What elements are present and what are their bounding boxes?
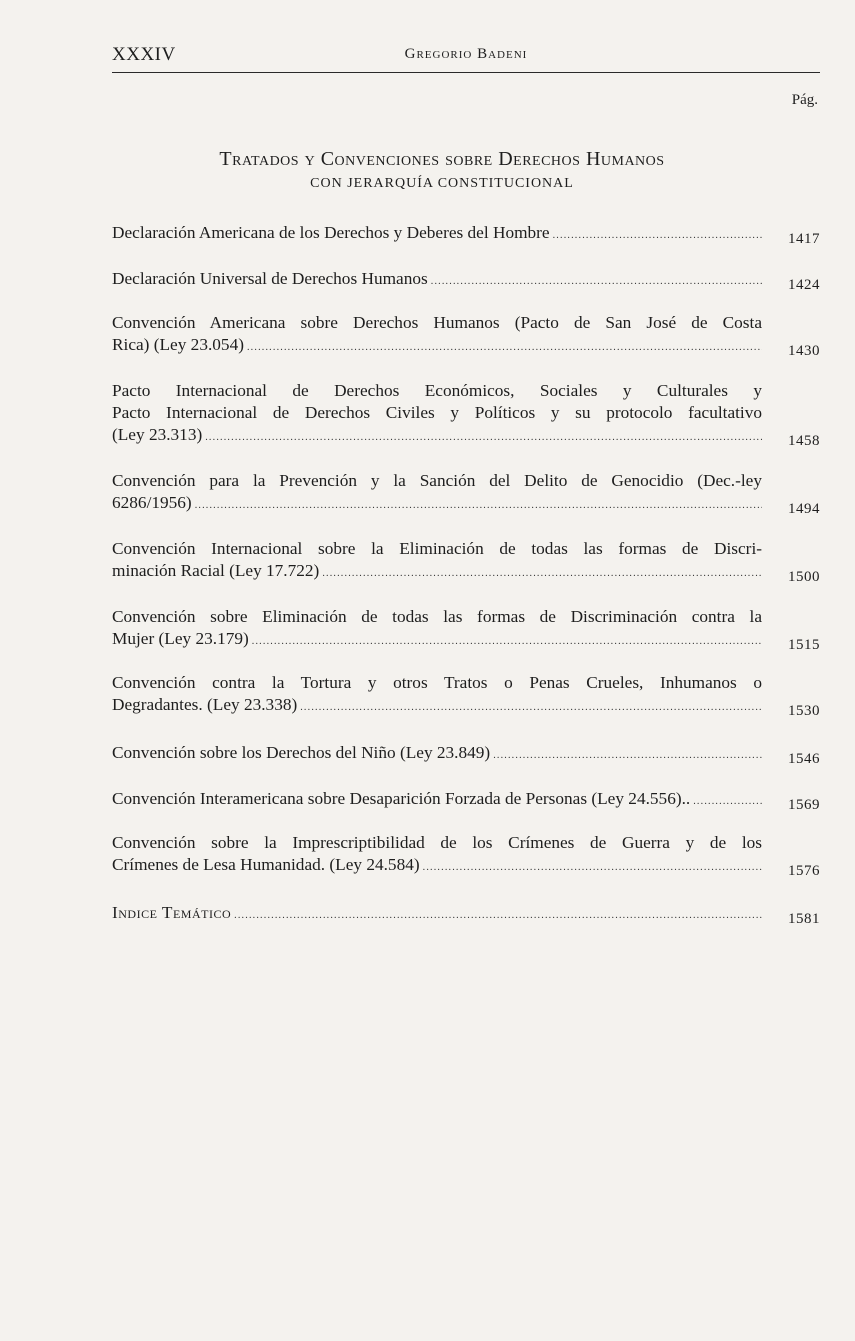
toc-entry bbox=[112, 902, 820, 927]
toc-page-number: 1581 bbox=[788, 911, 820, 927]
toc-entry-text bbox=[112, 902, 762, 927]
dot-leader bbox=[553, 225, 762, 247]
toc-entry-title: Convención Interamericana sobre Desaparición Forzada de Personas (Ley 24.556).. bbox=[112, 789, 691, 808]
toc-entry-last-line bbox=[112, 628, 762, 653]
toc-page-number: 1458 bbox=[788, 433, 820, 449]
dot-leader bbox=[493, 745, 762, 767]
dot-leader bbox=[195, 495, 762, 517]
toc-page-number: 1494 bbox=[788, 501, 820, 517]
toc-entry-text bbox=[112, 606, 762, 653]
dot-leader bbox=[693, 791, 762, 813]
toc-page-number: 1569 bbox=[788, 797, 820, 813]
toc-entry-last-line bbox=[112, 268, 762, 293]
toc-entry-line: Convención sobre la Imprescriptibilidad de los Crímenes de Guerra y de los bbox=[112, 833, 762, 852]
toc-entry bbox=[112, 380, 820, 449]
toc-entry-last-line bbox=[112, 694, 762, 719]
toc-entry-text bbox=[112, 470, 762, 517]
toc-entry-line: Pacto Internacional de Derechos Civiles y Políticos y su protocolo facultativo bbox=[112, 403, 762, 422]
toc-entry-last-line bbox=[112, 560, 762, 585]
toc-entry-last-line bbox=[112, 424, 762, 449]
toc-page-number: 1530 bbox=[788, 703, 820, 719]
toc-entry-line: Convención Internacional sobre la Eliminación de todas las formas de Discri- bbox=[112, 539, 762, 558]
toc-entry-title: Mujer (Ley 23.179) bbox=[112, 629, 249, 648]
toc-entry-title: Convención sobre los Derechos del Niño (Ley 23.849) bbox=[112, 743, 491, 762]
toc-entry-title: Declaración Universal de Derechos Humanos bbox=[112, 269, 428, 288]
toc-entry-text bbox=[112, 742, 762, 767]
toc-entry-line: Convención sobre Eliminación de todas las formas de Discriminación contra la bbox=[112, 607, 762, 626]
toc-entry-text bbox=[112, 268, 762, 293]
toc-page-number: 1500 bbox=[788, 569, 820, 585]
toc-entry-text bbox=[112, 222, 762, 247]
dot-leader bbox=[300, 697, 762, 719]
toc-entry-text bbox=[112, 380, 762, 449]
toc-entry-text bbox=[112, 832, 762, 879]
toc-entry bbox=[112, 470, 820, 517]
toc-entry bbox=[112, 312, 820, 359]
toc-entry-last-line bbox=[112, 788, 762, 813]
toc-entry-title: Crímenes de Lesa Humanidad. (Ley 24.584) bbox=[112, 855, 420, 874]
section-title: Tratados y Convenciones sobre Derechos Humanos bbox=[219, 148, 665, 170]
toc-page-number: 1417 bbox=[788, 231, 820, 247]
dot-leader bbox=[423, 857, 762, 879]
toc-entry-line: Convención para la Prevención y la Sanción del Delito de Genocidio (Dec.-ley bbox=[112, 471, 762, 490]
dot-leader bbox=[234, 905, 762, 927]
dot-leader bbox=[431, 271, 762, 293]
toc-entry-title: 6286/1956) bbox=[112, 493, 192, 512]
page-column-label: Pág. bbox=[791, 92, 818, 108]
toc-entry-title: Indice Temático bbox=[112, 903, 232, 922]
section-subtitle: CON JERARQUÍA CONSTITUCIONAL bbox=[310, 176, 574, 191]
toc-entry-text bbox=[112, 788, 762, 813]
toc-entry bbox=[112, 538, 820, 585]
toc-entry bbox=[112, 222, 820, 247]
toc-entry bbox=[112, 832, 820, 879]
toc-entry bbox=[112, 788, 820, 813]
toc-entry-text bbox=[112, 672, 762, 719]
toc-entry-title: minación Racial (Ley 17.722) bbox=[112, 561, 320, 580]
toc-page-number: 1546 bbox=[788, 751, 820, 767]
toc-entry bbox=[112, 268, 820, 293]
dot-leader bbox=[205, 427, 762, 449]
toc-entry-last-line bbox=[112, 334, 762, 359]
toc-entry-last-line bbox=[112, 222, 762, 247]
toc-entry bbox=[112, 742, 820, 767]
dot-leader bbox=[322, 563, 762, 585]
toc-entry-last-line bbox=[112, 854, 762, 879]
header-page-number: XXXIV bbox=[112, 44, 176, 65]
toc-entry-last-line bbox=[112, 902, 762, 927]
toc-page-number: 1430 bbox=[788, 343, 820, 359]
running-header bbox=[112, 44, 820, 73]
toc-entry bbox=[112, 672, 820, 719]
toc-page-number: 1424 bbox=[788, 277, 820, 293]
toc-entry-text bbox=[112, 312, 762, 359]
toc-entry-last-line bbox=[112, 492, 762, 517]
toc-entry-line: Convención contra la Tortura y otros Tratos o Penas Crueles, Inhumanos o bbox=[112, 673, 762, 692]
toc-entry-line: Pacto Internacional de Derechos Económicos, Sociales y Culturales y bbox=[112, 381, 762, 400]
toc-page-number: 1576 bbox=[788, 863, 820, 879]
toc-entry-line: Convención Americana sobre Derechos Humanos (Pacto de San José de Costa bbox=[112, 313, 762, 332]
toc-entry-title: Declaración Americana de los Derechos y Deberes del Hombre bbox=[112, 223, 550, 242]
toc-entry-title: (Ley 23.313) bbox=[112, 425, 203, 444]
toc-page-number: 1515 bbox=[788, 637, 820, 653]
dot-leader bbox=[252, 631, 762, 653]
toc-entry-title: Degradantes. (Ley 23.338) bbox=[112, 695, 298, 714]
dot-leader bbox=[247, 337, 762, 359]
toc-entry-text bbox=[112, 538, 762, 585]
toc-entry-last-line bbox=[112, 742, 762, 767]
header-author: Gregorio Badeni bbox=[404, 46, 528, 62]
toc-entry bbox=[112, 606, 820, 653]
toc-entry-title: Rica) (Ley 23.054) bbox=[112, 335, 244, 354]
